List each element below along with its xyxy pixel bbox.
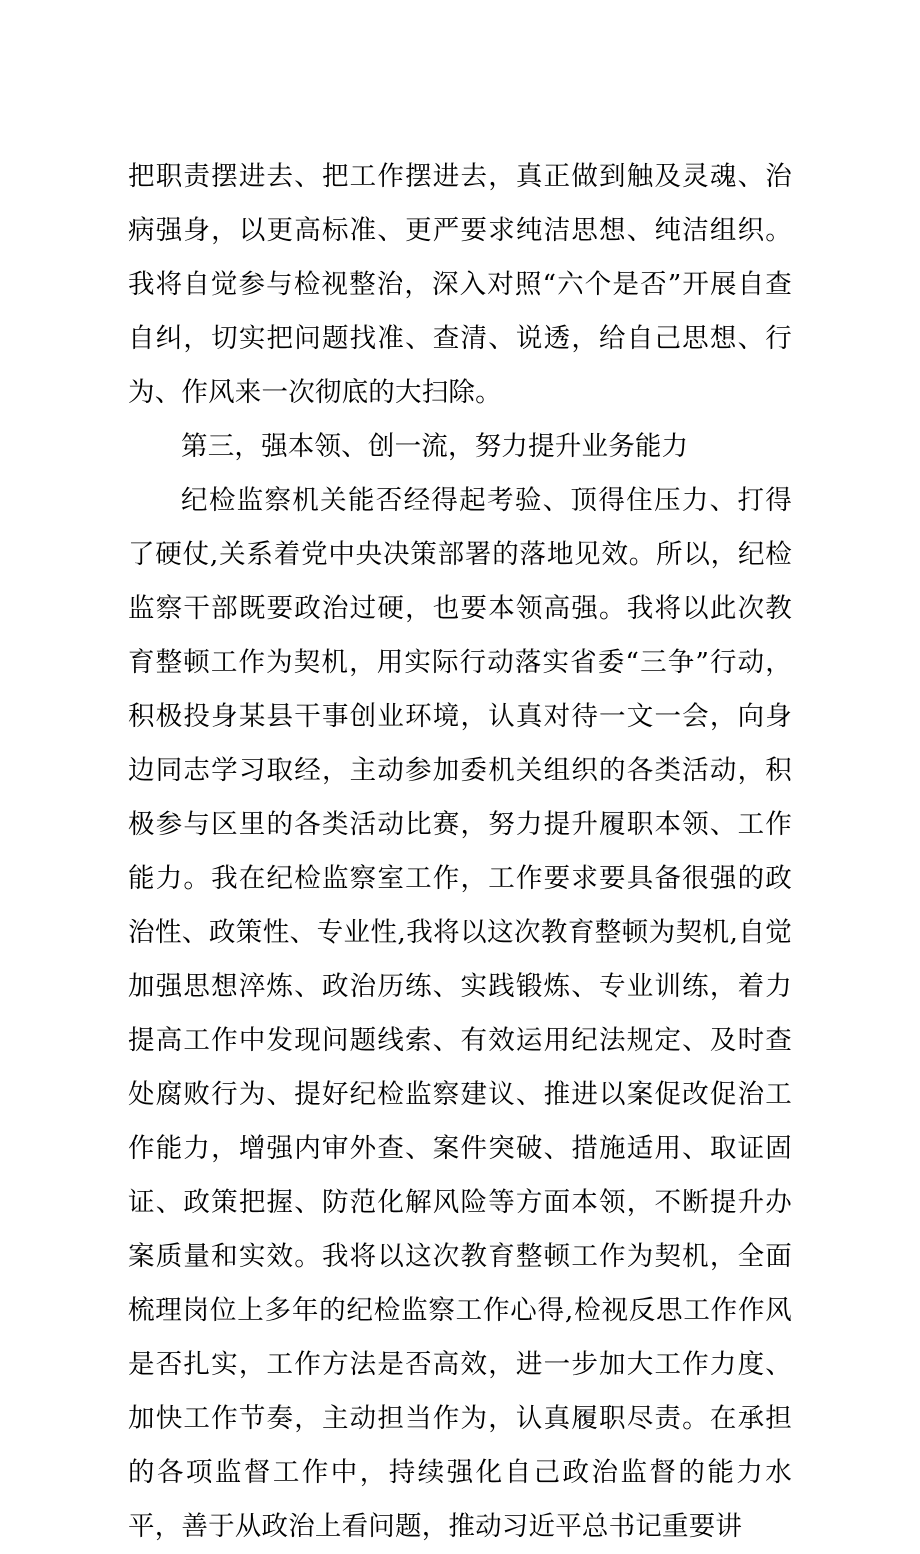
document-body — [128, 150, 792, 1554]
paragraph-continuation: 把职责摆进去、把工作摆进去，真正做到触及灵魂、治病强身，以更高标准、更严要求纯洁思想、纯洁组织。我将自觉参与检视整治，深入对照“六个是否”开展自查自纠，切实把问题找准、查清、说透，给自己思想、行为、作风来一次彻底的大扫除。 — [128, 161, 792, 408]
paragraph-section-body: 纪检监察机关能否经得起考验、顶得住压力、打得了硬仗,关系着党中央决策部署的落地见效。所以，纪检监察干部既要政治过硬，也要本领高强。我将以此次教育整顿工作为契机，用实际行动落实省委“三争”行动，积极投身某县干事创业环境，认真对待一文一会，向身边同志学习取经，主动参加委机关组织的各类活动，积极参与区里的各类活动比赛，努力提升履职本领、工作能力。我在纪检监察室工作，工作要求要具备很强的政治性、政策性、专业性,我将以这次教育整顿为契机,自觉加强思想淬炼、政治历练、实践锻炼、专业训练，着力提高工作中发现问题线索、有效运用纪法规定、及时查处腐败行为、提好纪检监察建议、推进以案促改促治工作能力，增强内审外查、案件突破、措施适用、取证固证、政策把握、防范化解风险等方面本领，不断提升办案质量和实效。我将以这次教育整顿工作为契机，全面梳理岗位上多年的纪检监察工作心得,检视反思工作作风是否扎实，工作方法是否高效，进一步加大工作力度、加快工作节奏，主动担当作为，认真履职尽责。在承担的各项监督工作中，持续强化自己政治监督的能力水平，善于从政治上看问题，推动习近平总书记重要讲 — [128, 485, 792, 1542]
paragraph-section-heading: 第三，强本领、创一流，努力提升业务能力 — [181, 431, 689, 462]
